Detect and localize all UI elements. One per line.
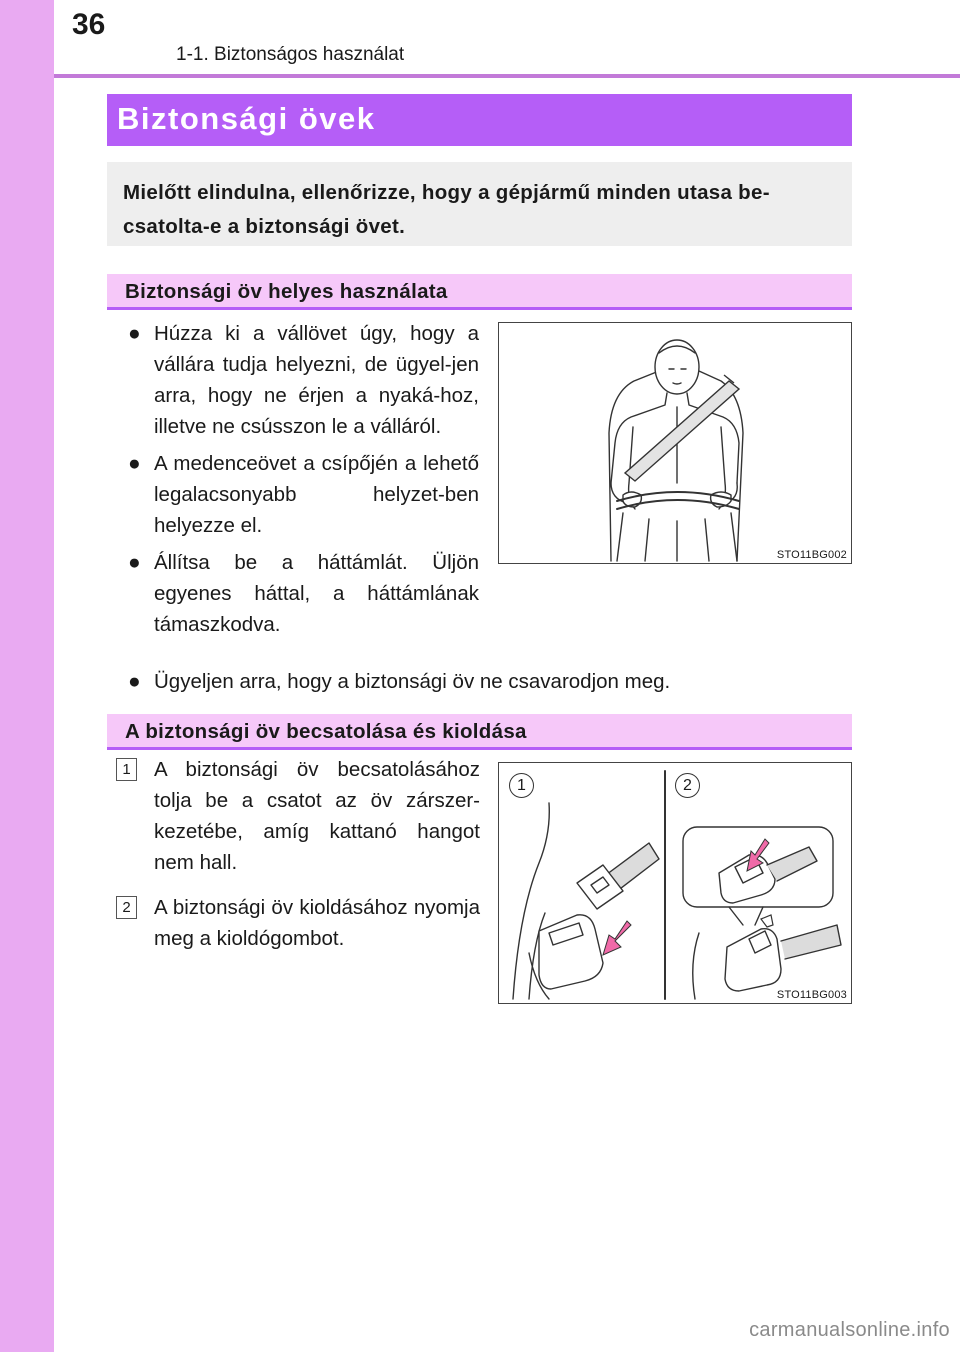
step-number-badge: 1 xyxy=(116,758,137,781)
section-title: Biztonsági övek xyxy=(107,94,852,146)
step-number-badge: 2 xyxy=(116,896,137,919)
list-item xyxy=(128,318,479,442)
intro-notice: Mielőtt elindulna, ellenőrizze, hogy a gépjármű minden utasa be-csatolta-e a biztonsági övet. xyxy=(107,162,852,246)
bullet-icon: ● xyxy=(128,322,141,345)
bullet-text: Húzza ki a vállövet úgy, hogy a vállára tudja helyezni, de ügyel-jen arra, hogy ne érjen a nyaká-hoz, illetve ne csússzon le a válláról. xyxy=(154,322,479,438)
list-item xyxy=(110,754,480,878)
fastening-steps xyxy=(110,754,480,968)
side-color-bar xyxy=(0,0,54,1352)
running-head: 1-1. Biztonságos használat xyxy=(176,44,405,65)
step-text: A biztonsági öv kioldásához nyomja meg a kioldógombot. xyxy=(154,896,480,950)
buckle-figure xyxy=(498,762,852,1004)
buckle-illustration xyxy=(499,763,853,1005)
list-item xyxy=(128,666,852,697)
figure-marker-2: 2 xyxy=(675,773,700,798)
bullet-text: A medenceövet a csípőjén a lehető legalacsonyabb helyzet-ben helyezze el. xyxy=(154,452,479,537)
subheading-fastening: A biztonsági öv becsatolása és kioldása xyxy=(107,714,852,750)
subheading-usage: Biztonsági öv helyes használata xyxy=(107,274,852,310)
header-rule xyxy=(54,74,960,78)
figure-code: STO11BG002 xyxy=(776,549,847,561)
figure-code: STO11BG003 xyxy=(776,989,847,1001)
bullet-icon: ● xyxy=(128,452,141,475)
seated-person-illustration xyxy=(499,323,853,565)
bullet-icon: ● xyxy=(128,551,141,574)
bullet-icon: ● xyxy=(128,670,141,693)
step-text: A biztonsági öv becsatolásához tolja be a csatot az öv zárszer-kezetébe, amíg kattanó hangot nem hall. xyxy=(154,758,480,874)
page-number: 36 xyxy=(72,8,106,41)
watermark: carmanualsonline.info xyxy=(749,1319,950,1341)
figure-marker-1: 1 xyxy=(509,773,534,798)
bullet-text: Ügyeljen arra, hogy a biztonsági öv ne csavarodjon meg. xyxy=(154,670,671,693)
list-item xyxy=(110,892,480,954)
list-item xyxy=(128,547,479,640)
bullet-text: Állítsa be a háttámlát. Üljön egyenes háttal, a háttámlának támaszkodva. xyxy=(154,551,479,636)
usage-bullet-list xyxy=(128,318,479,646)
list-item xyxy=(128,448,479,541)
seatbelt-usage-figure xyxy=(498,322,852,564)
